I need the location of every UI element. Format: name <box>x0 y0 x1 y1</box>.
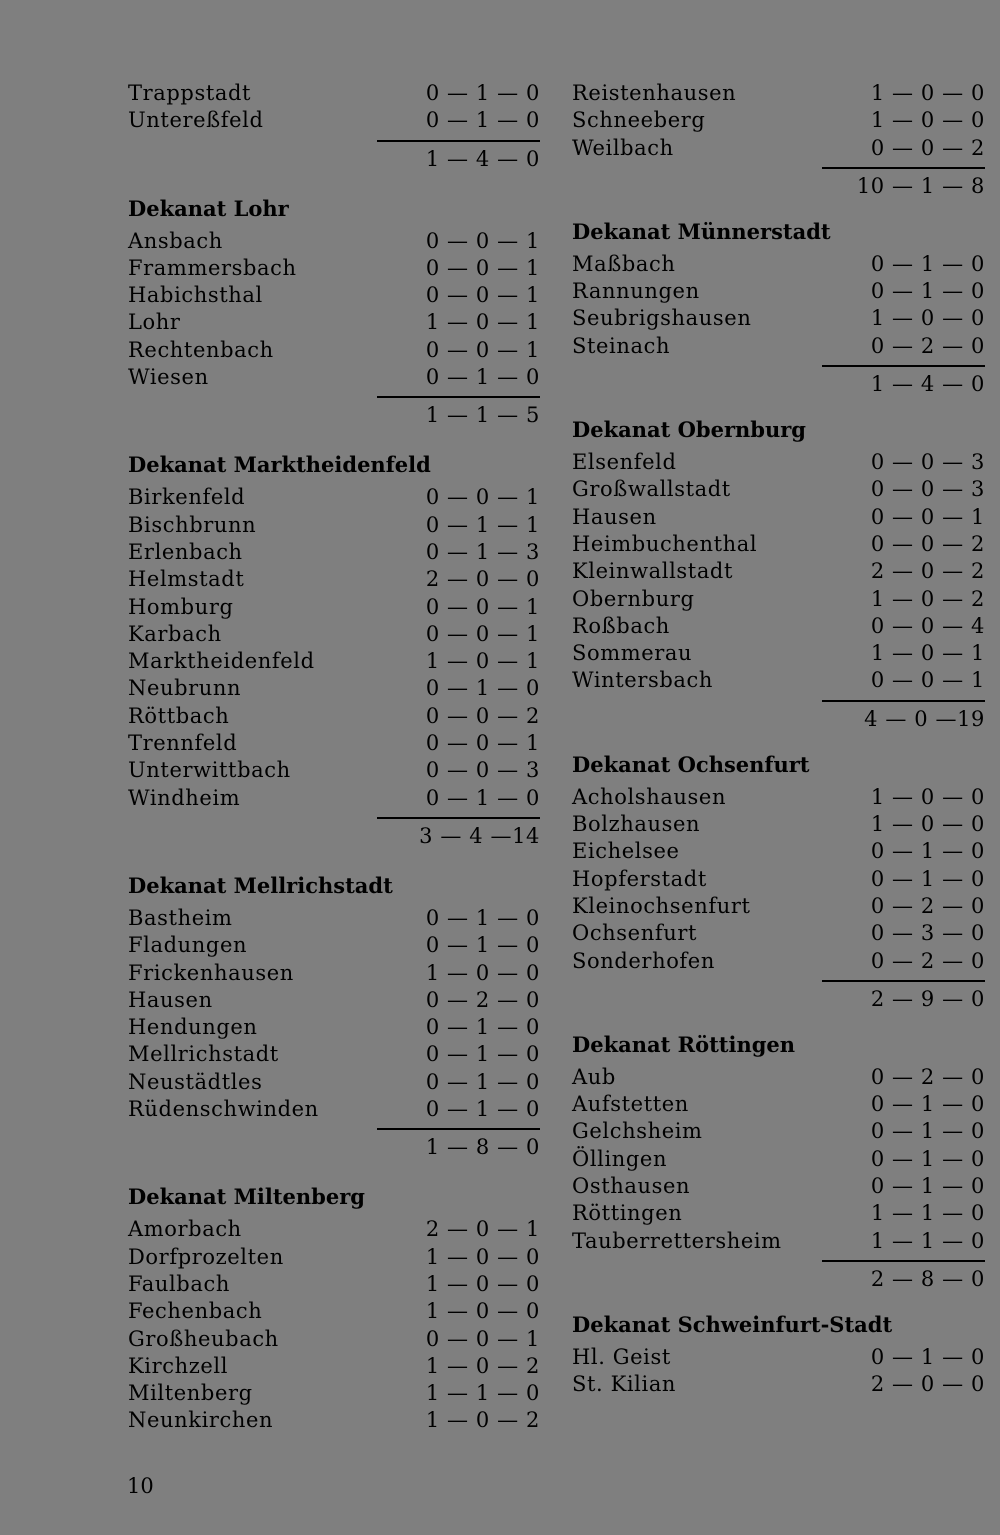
parish-score: 1 — 0 — 0 <box>425 1244 540 1269</box>
parish-row <box>128 621 540 648</box>
parish-score: 0 — 1 — 0 <box>425 81 540 105</box>
parish-score: 1 — 1 — 0 <box>425 1381 540 1406</box>
parish-score: 0 — 1 — 0 <box>425 1015 540 1040</box>
parish-row <box>572 1091 985 1118</box>
parish-row <box>128 675 540 702</box>
parish-row <box>128 364 540 391</box>
parish-name: Bastheim <box>128 905 233 930</box>
parish-row <box>128 785 540 812</box>
parish-name: Fechenbach <box>128 1299 263 1324</box>
parish-score: 1 — 0 — 0 <box>870 784 985 809</box>
parish-row <box>128 1014 540 1041</box>
parish-row <box>572 667 985 694</box>
parish-score: 0 — 0 — 1 <box>425 283 540 308</box>
parish-name: Trappstadt <box>128 81 252 105</box>
parish-row <box>128 1216 540 1243</box>
parish-row <box>572 558 985 585</box>
parish-score: 0 — 1 — 0 <box>425 108 540 133</box>
parish-row <box>572 640 985 667</box>
section-heading: Dekanat Lohr <box>128 195 289 221</box>
left-column <box>128 80 540 1435</box>
parish-row <box>128 484 540 511</box>
parish-row <box>128 1041 540 1068</box>
section-heading: Dekanat Münnerstadt <box>572 218 831 244</box>
parish-row <box>572 1200 985 1227</box>
parish-score: 0 — 0 — 3 <box>870 477 985 502</box>
parish-name: Röttingen <box>572 1201 683 1226</box>
parish-name: Lohr <box>128 310 181 335</box>
parish-score: 0 — 1 — 3 <box>425 539 540 564</box>
parish-name: Birkenfeld <box>128 485 246 510</box>
parish-score: 1 — 1 — 0 <box>870 1228 985 1253</box>
parish-score: 0 — 1 — 0 <box>870 839 985 864</box>
parish-row <box>572 1146 985 1173</box>
parish-score: 0 — 1 — 0 <box>870 279 985 304</box>
parish-name: Sonderhofen <box>572 948 715 973</box>
parish-row <box>128 337 540 364</box>
parish-score: 0 — 1 — 1 <box>425 512 540 537</box>
parish-score: 0 — 3 — 0 <box>870 921 985 946</box>
parish-score: 0 — 0 — 1 <box>425 1326 540 1351</box>
parish-name: Schneeberg <box>572 108 706 133</box>
parish-name: Marktheidenfeld <box>128 649 315 674</box>
parish-score: 0 — 0 — 2 <box>870 531 985 556</box>
subtotal: 1 — 8 — 0 <box>425 1135 540 1160</box>
subtotal: 1 — 1 — 5 <box>425 403 540 428</box>
page-number: 10 <box>127 1474 154 1498</box>
parish-row <box>572 866 985 893</box>
parish-score: 0 — 1 — 0 <box>870 251 985 276</box>
parish-name: Neunkirchen <box>128 1408 274 1433</box>
parish-row <box>128 309 540 336</box>
parish-score: 1 — 0 — 1 <box>870 641 985 666</box>
parish-name: Habichsthal <box>128 283 263 308</box>
parish-name: Kleinwallstadt <box>572 559 734 584</box>
parish-name: Trennfeld <box>128 731 238 756</box>
parish-name: Eichelsee <box>572 839 680 864</box>
parish-name: Obernburg <box>572 586 695 611</box>
section-heading: Dekanat Röttingen <box>572 1031 796 1057</box>
parish-score: 0 — 0 — 3 <box>870 450 985 475</box>
parish-score: 1 — 0 — 0 <box>425 1271 540 1296</box>
parish-row <box>128 594 540 621</box>
parish-name: Aub <box>572 1064 616 1089</box>
parish-name: Hausen <box>572 504 657 529</box>
subtotal: 1 — 4 — 0 <box>425 146 540 171</box>
parish-score: 1 — 0 — 0 <box>870 108 985 133</box>
parish-row <box>128 566 540 593</box>
parish-score: 1 — 0 — 0 <box>870 306 985 331</box>
parish-name: Miltenberg <box>128 1381 253 1406</box>
section-block <box>572 1026 985 1296</box>
parish-score: 1 — 0 — 1 <box>425 649 540 674</box>
parish-name: Helmstadt <box>128 567 245 592</box>
section-block <box>572 746 985 1016</box>
section-block <box>128 80 540 176</box>
parish-name: Frammersbach <box>128 255 297 280</box>
parish-name: Gelchsheim <box>572 1119 703 1144</box>
parish-score: 0 — 0 — 4 <box>870 613 985 638</box>
parish-name: Wintersbach <box>572 668 713 693</box>
parish-name: Tauberrettersheim <box>572 1228 782 1253</box>
parish-name: Hopferstadt <box>572 866 707 891</box>
parish-name: Osthausen <box>572 1174 691 1199</box>
parish-row <box>572 251 985 278</box>
parish-score: 0 — 2 — 0 <box>425 987 540 1012</box>
parish-row <box>572 948 985 975</box>
parish-row <box>572 811 985 838</box>
parish-score: 2 — 0 — 0 <box>870 1372 985 1397</box>
parish-score: 0 — 2 — 0 <box>870 893 985 918</box>
parish-row <box>572 920 985 947</box>
parish-row <box>572 107 985 134</box>
parish-row <box>572 476 985 503</box>
parish-score: 0 — 1 — 0 <box>425 1069 540 1094</box>
parish-row <box>572 1118 985 1145</box>
parish-name: Rechtenbach <box>128 337 274 362</box>
parish-row <box>572 586 985 613</box>
parish-score: 1 — 0 — 0 <box>425 960 540 985</box>
parish-name: Erlenbach <box>128 539 243 564</box>
parish-row <box>128 1244 540 1271</box>
subtotal: 2 — 8 — 0 <box>870 1266 985 1291</box>
parish-row <box>128 1353 540 1380</box>
parish-score: 0 — 1 — 0 <box>425 933 540 958</box>
subtotal: 3 — 4 —14 <box>419 823 540 848</box>
parish-score: 0 — 0 — 1 <box>425 255 540 280</box>
subtotal: 2 — 9 — 0 <box>870 986 985 1011</box>
parish-row <box>128 107 540 134</box>
parish-score: 0 — 0 — 2 <box>870 135 985 160</box>
parish-name: Seubrigshausen <box>572 306 752 331</box>
parish-row <box>572 135 985 162</box>
section-block <box>572 80 985 203</box>
parish-row <box>572 1173 985 1200</box>
parish-score: 0 — 1 — 0 <box>425 785 540 810</box>
parish-name: Neubrunn <box>128 676 242 701</box>
parish-score: 0 — 0 — 1 <box>425 337 540 362</box>
parish-name: Steinach <box>572 333 671 358</box>
parish-row <box>572 504 985 531</box>
section-block <box>128 1178 540 1434</box>
parish-row <box>572 449 985 476</box>
section-heading: Dekanat Mellrichstadt <box>128 872 393 898</box>
parish-row <box>128 730 540 757</box>
parish-name: Karbach <box>128 621 222 646</box>
parish-score: 0 — 2 — 0 <box>870 333 985 358</box>
parish-score: 2 — 0 — 2 <box>870 559 985 584</box>
section-block <box>128 190 540 433</box>
parish-row <box>128 1407 540 1434</box>
parish-name: Acholshausen <box>572 784 727 809</box>
parish-name: Hendungen <box>128 1015 258 1040</box>
parish-score: 0 — 1 — 0 <box>870 1092 985 1117</box>
parish-name: Maßbach <box>572 251 676 276</box>
parish-name: Amorbach <box>128 1217 242 1242</box>
parish-name: Bolzhausen <box>572 812 701 837</box>
parish-row <box>572 1064 985 1091</box>
section-heading: Dekanat Marktheidenfeld <box>128 452 431 478</box>
parish-name: Frickenhausen <box>128 960 294 985</box>
parish-row <box>128 757 540 784</box>
parish-name: Windheim <box>128 785 241 810</box>
parish-row <box>128 1380 540 1407</box>
parish-name: Heimbuchenthal <box>572 531 758 556</box>
parish-row <box>572 305 985 332</box>
parish-row <box>572 613 985 640</box>
parish-score: 1 — 0 — 0 <box>425 1299 540 1324</box>
parish-name: Hl. Geist <box>572 1344 671 1369</box>
parish-row <box>128 1271 540 1298</box>
parish-score: 0 — 1 — 0 <box>425 1097 540 1122</box>
parish-score: 0 — 1 — 0 <box>870 1119 985 1144</box>
parish-name: Wiesen <box>128 365 209 390</box>
parish-score: 0 — 0 — 1 <box>870 504 985 529</box>
section-heading: Dekanat Ochsenfurt <box>572 751 810 777</box>
parish-score: 0 — 1 — 0 <box>870 1174 985 1199</box>
parish-row <box>128 255 540 282</box>
parish-score: 0 — 0 — 3 <box>425 758 540 783</box>
section-heading: Dekanat Miltenberg <box>128 1184 365 1210</box>
parish-name: Hausen <box>128 987 213 1012</box>
parish-name: Unterwittbach <box>128 758 291 783</box>
parish-row <box>572 1228 985 1255</box>
section-block <box>128 446 540 853</box>
parish-row <box>128 282 540 309</box>
parish-score: 0 — 1 — 0 <box>425 1042 540 1067</box>
parish-row <box>572 838 985 865</box>
parish-score: 1 — 0 — 0 <box>870 812 985 837</box>
parish-name: Weilbach <box>572 135 674 160</box>
parish-row <box>572 278 985 305</box>
parish-row <box>572 893 985 920</box>
parish-name: Neustädtles <box>128 1069 263 1094</box>
parish-score: 0 — 0 — 1 <box>425 485 540 510</box>
parish-score: 0 — 0 — 1 <box>425 731 540 756</box>
parish-name: Aufstetten <box>572 1092 689 1117</box>
parish-score: 0 — 0 — 1 <box>870 668 985 693</box>
parish-score: 0 — 1 — 0 <box>870 1146 985 1171</box>
parish-score: 0 — 0 — 1 <box>425 228 540 253</box>
parish-score: 1 — 0 — 1 <box>425 310 540 335</box>
parish-score: 0 — 1 — 0 <box>425 905 540 930</box>
right-column <box>572 80 985 1399</box>
subtotal: 1 — 4 — 0 <box>870 372 985 397</box>
subtotal: 10 — 1 — 8 <box>856 173 985 198</box>
parish-name: Elsenfeld <box>572 450 677 475</box>
parish-score: 1 — 0 — 0 <box>870 81 985 105</box>
parish-name: St. Kilian <box>572 1372 677 1397</box>
parish-row <box>128 1096 540 1123</box>
parish-row <box>128 512 540 539</box>
parish-row <box>128 987 540 1014</box>
parish-score: 1 — 0 — 2 <box>425 1408 540 1433</box>
parish-score: 1 — 0 — 2 <box>425 1353 540 1378</box>
parish-score: 0 — 1 — 0 <box>870 1344 985 1369</box>
parish-score: 0 — 1 — 0 <box>425 676 540 701</box>
parish-row <box>128 905 540 932</box>
parish-score: 1 — 1 — 0 <box>870 1201 985 1226</box>
parish-row <box>128 648 540 675</box>
parish-score: 0 — 1 — 0 <box>870 866 985 891</box>
parish-name: Reistenhausen <box>572 81 737 105</box>
subtotal: 4 — 0 —19 <box>864 706 985 731</box>
section-block <box>572 213 985 401</box>
parish-name: Dorfprozelten <box>128 1244 284 1269</box>
parish-name: Kleinochsenfurt <box>572 893 751 918</box>
parish-name: Bischbrunn <box>128 512 257 537</box>
parish-name: Großwallstadt <box>572 477 731 502</box>
parish-name: Großheubach <box>128 1326 279 1351</box>
parish-score: 0 — 1 — 0 <box>425 365 540 390</box>
parish-score: 1 — 0 — 2 <box>870 586 985 611</box>
parish-row <box>572 1344 985 1371</box>
section-heading: Dekanat Obernburg <box>572 417 806 443</box>
parish-row <box>128 1326 540 1353</box>
parish-row <box>128 539 540 566</box>
parish-score: 0 — 0 — 2 <box>425 703 540 728</box>
parish-row <box>128 228 540 255</box>
parish-row <box>128 960 540 987</box>
parish-row <box>128 1069 540 1096</box>
parish-name: Öllingen <box>572 1146 668 1171</box>
parish-score: 0 — 0 — 1 <box>425 621 540 646</box>
parish-name: Rüdenschwinden <box>128 1097 319 1122</box>
parish-name: Roßbach <box>572 613 670 638</box>
parish-score: 0 — 0 — 1 <box>425 594 540 619</box>
parish-name: Faulbach <box>128 1271 230 1296</box>
parish-name: Rannungen <box>572 279 700 304</box>
parish-score: 2 — 0 — 0 <box>425 567 540 592</box>
parish-row <box>572 80 985 107</box>
section-block <box>572 1306 985 1399</box>
parish-name: Untereßfeld <box>128 108 264 133</box>
section-heading: Dekanat Schweinfurt-Stadt <box>572 1311 893 1337</box>
parish-row <box>572 333 985 360</box>
parish-name: Röttbach <box>128 703 230 728</box>
parish-name: Kirchzell <box>128 1353 229 1378</box>
parish-score: 2 — 0 — 1 <box>425 1217 540 1242</box>
parish-name: Mellrichstadt <box>128 1042 279 1067</box>
parish-name: Ochsenfurt <box>572 921 698 946</box>
parish-row <box>572 1371 985 1398</box>
parish-row <box>128 703 540 730</box>
section-block <box>128 867 540 1164</box>
parish-row <box>128 80 540 107</box>
parish-name: Sommerau <box>572 641 693 666</box>
parish-name: Ansbach <box>128 228 223 253</box>
parish-name: Fladungen <box>128 933 248 958</box>
parish-score: 0 — 2 — 0 <box>870 1064 985 1089</box>
section-block <box>572 411 985 736</box>
parish-row <box>572 531 985 558</box>
parish-row <box>572 784 985 811</box>
parish-row <box>128 932 540 959</box>
parish-name: Homburg <box>128 594 234 619</box>
parish-score: 0 — 2 — 0 <box>870 948 985 973</box>
parish-row <box>128 1298 540 1325</box>
